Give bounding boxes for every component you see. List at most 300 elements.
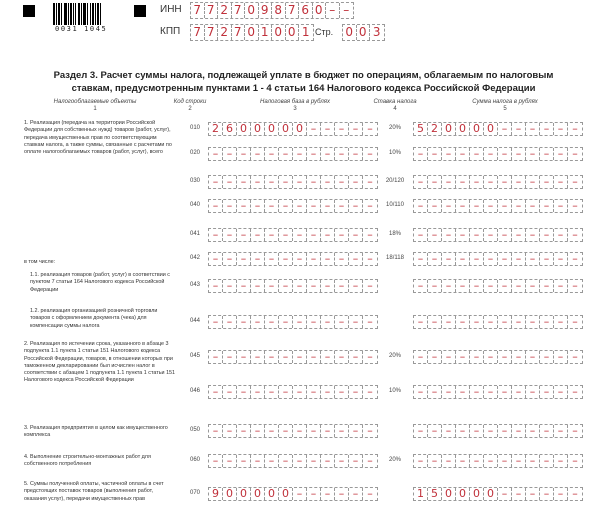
tax-amount-cell: 0 (456, 123, 470, 135)
tax-rate-030: 20/120 (385, 178, 405, 184)
tax-amount-cell: – (554, 123, 568, 135)
tax-amount-cell: – (498, 316, 512, 328)
inn-field-cell: 0 (245, 3, 259, 18)
tax-base-cell: – (223, 280, 237, 292)
kpp-field-cell: 2 (218, 25, 232, 40)
tax-amount-cell: – (428, 351, 442, 363)
column-number-1: 1 (93, 106, 97, 112)
tax-amount-cell: – (540, 229, 554, 241)
inn-field-cell: 7 (205, 3, 219, 18)
tax-base-cell: – (367, 228, 373, 241)
tax-amount-cell: – (554, 351, 568, 363)
tax-amount-cell: – (540, 176, 554, 188)
tax-amount-cell: – (484, 176, 498, 188)
column-number-5: 5 (503, 106, 507, 112)
tax-amount-cell: – (456, 200, 470, 212)
inn-field[interactable] (190, 2, 354, 19)
description-2: 2. Реализация по истечении срока, указанного в абзаце 3 подпункта 1.1 пункта 1 статьи 151 Налогового кодекса Российской Федерации, товаров, в отношении которых при таможенном декларировании был исчислен налог в соответствии с абзацем 1 подпункта 1.1 пункта 1 статьи 151 Налогового кодекса Российской Федерации (24, 341, 176, 384)
tax-base-cell: – (307, 253, 321, 265)
tax-amount-cell: – (428, 253, 442, 265)
tax-base-cell: – (237, 455, 251, 467)
tax-amount-cell: – (540, 280, 554, 292)
row-code-070: 070 (190, 490, 201, 496)
tax-amount-cell: – (428, 176, 442, 188)
tax-amount-cell: – (428, 425, 442, 437)
tax-base-cell: – (223, 316, 237, 328)
tax-base-cell: – (349, 176, 363, 188)
tax-base-cell: – (293, 200, 307, 212)
tax-base-cell: – (335, 386, 349, 398)
tax-base-cell: – (293, 351, 307, 363)
tax-base-cell: – (209, 425, 223, 437)
tax-amount-cell: 2 (428, 123, 442, 135)
tax-amount-cell: – (414, 229, 428, 241)
tax-base-cell: – (279, 316, 293, 328)
tax-base-cell: – (321, 316, 335, 328)
tax-base-cell: – (209, 253, 223, 265)
tax-amount-cell: – (484, 316, 498, 328)
kpp-field-cell: 1 (259, 25, 273, 40)
tax-amount-cell: – (484, 229, 498, 241)
tax-base-cell: – (293, 229, 307, 241)
tax-base-cell: – (335, 488, 349, 500)
tax-amount-cell: – (428, 280, 442, 292)
tax-amount-cell: – (554, 455, 568, 467)
tax-amount-cell: – (484, 253, 498, 265)
tax-base-cell: 2 (209, 123, 223, 135)
tax-base-cell: – (223, 229, 237, 241)
tax-amount-field-040[interactable] (413, 199, 583, 213)
tax-base-cell: – (307, 148, 321, 160)
tax-base-cell: – (223, 386, 237, 398)
tax-amount-cell: – (428, 316, 442, 328)
tax-base-field-050[interactable] (208, 424, 378, 438)
tax-amount-cell: – (428, 386, 442, 398)
tax-base-cell: – (349, 351, 363, 363)
tax-base-cell: – (265, 351, 279, 363)
tax-amount-cell: 5 (428, 488, 442, 500)
tax-amount-cell: – (540, 200, 554, 212)
tax-base-field-040[interactable] (208, 199, 378, 213)
tax-base-field-046[interactable] (208, 385, 378, 399)
column-number-3: 3 (293, 106, 297, 112)
tax-amount-cell: – (512, 176, 526, 188)
tax-amount-cell: – (456, 280, 470, 292)
tax-base-cell: – (367, 424, 373, 437)
tax-amount-cell: – (554, 425, 568, 437)
tax-amount-cell: – (442, 200, 456, 212)
tax-base-cell: – (367, 350, 373, 363)
tax-amount-cell: – (572, 454, 578, 467)
kpp-field[interactable] (190, 24, 314, 41)
tax-amount-cell: – (456, 351, 470, 363)
tax-amount-cell: – (442, 253, 456, 265)
tax-base-cell: 0 (279, 488, 293, 500)
inn-field-cell: 6 (299, 3, 313, 18)
tax-amount-cell: – (554, 176, 568, 188)
tax-amount-cell: – (512, 351, 526, 363)
row-code-010: 010 (190, 125, 201, 131)
tax-base-cell: 6 (223, 123, 237, 135)
tax-base-cell: – (279, 386, 293, 398)
tax-base-cell: – (367, 147, 373, 160)
description-5: 5. Суммы полученной оплаты, частичной оплаты в счет предстоящих поставок товаров (выполнения работ, оказания услуг), передачи имущественных прав (24, 481, 164, 502)
row-code-044: 044 (190, 318, 201, 324)
tax-base-cell: – (209, 176, 223, 188)
tax-base-field-070[interactable] (208, 487, 378, 501)
tax-base-cell: – (237, 280, 251, 292)
tax-amount-cell: – (512, 200, 526, 212)
row-code-040: 040 (190, 202, 201, 208)
tax-amount-cell: – (526, 488, 540, 500)
tax-base-cell: – (279, 280, 293, 292)
tax-amount-field-044[interactable] (413, 315, 583, 329)
tax-amount-cell: – (498, 253, 512, 265)
tax-amount-cell: – (540, 455, 554, 467)
tax-amount-cell: – (572, 424, 578, 437)
tax-base-cell: – (251, 280, 265, 292)
tax-base-cell: – (223, 148, 237, 160)
tax-base-cell: – (307, 200, 321, 212)
column-number-2: 2 (188, 106, 192, 112)
tax-base-cell: – (209, 316, 223, 328)
section-title (0, 69, 607, 95)
tax-amount-field-041[interactable] (413, 228, 583, 242)
tax-base-field-042[interactable] (208, 252, 378, 266)
tax-base-cell: – (237, 176, 251, 188)
tax-base-cell: – (349, 316, 363, 328)
tax-base-cell: – (237, 386, 251, 398)
tax-base-field-045[interactable] (208, 350, 378, 364)
tax-base-cell: – (293, 280, 307, 292)
tax-amount-cell: – (554, 280, 568, 292)
inn-label: ИНН (160, 4, 182, 15)
tax-amount-cell: – (484, 386, 498, 398)
tax-rate-045: 20% (388, 353, 401, 359)
tax-base-cell: – (265, 148, 279, 160)
description-in-total: в том числе: (24, 259, 56, 265)
row-code-043: 043 (190, 282, 201, 288)
tax-amount-cell: – (484, 280, 498, 292)
registration-mark-right (134, 5, 146, 17)
tax-base-cell: – (321, 176, 335, 188)
tax-amount-cell: – (572, 122, 578, 135)
tax-base-cell: – (349, 229, 363, 241)
description-3: 3. Реализация предприятия в целом как имущественного комплекса (24, 425, 168, 439)
tax-base-cell: – (367, 122, 373, 135)
tax-base-cell: – (307, 280, 321, 292)
tax-base-cell: – (335, 176, 349, 188)
tax-base-cell: – (293, 425, 307, 437)
tax-amount-cell: – (498, 425, 512, 437)
tax-amount-cell: – (498, 488, 512, 500)
description-1-2: 1.2. реализация организацией розничной торговли товаров с оформлением документа (чека) для компенсации суммы налога (30, 308, 158, 329)
tax-amount-cell: – (540, 316, 554, 328)
tax-amount-field-030[interactable] (413, 175, 583, 189)
kpp-field-cell: 0 (272, 25, 286, 40)
tax-base-field-010[interactable] (208, 122, 378, 136)
tax-amount-cell: – (428, 229, 442, 241)
tax-amount-cell: 0 (442, 123, 456, 135)
tax-base-cell: – (349, 386, 363, 398)
tax-amount-cell: – (572, 252, 578, 265)
tax-amount-cell: – (526, 280, 540, 292)
description-1: 1. Реализация (передача на территории Российской Федерации для собственных нужд) товаров (работ, услуг), передача имущественных прав по соответствующим ставкам налога, а также суммы, связанные с расчетами по оплате налогооблагаемых товаров (работ, услуг), всего (24, 120, 172, 156)
tax-amount-cell: 0 (484, 123, 498, 135)
tax-base-cell: – (237, 253, 251, 265)
tax-amount-cell: – (456, 316, 470, 328)
tax-base-cell: – (367, 279, 373, 292)
tax-amount-cell: – (456, 253, 470, 265)
tax-base-cell: – (307, 455, 321, 467)
tax-base-cell: – (349, 425, 363, 437)
section-title-line2: ставкам, предусмотренным пунктами 1 - 4 статьи 164 Налогового кодекса Российской Федерации (71, 83, 536, 94)
tax-amount-cell: – (470, 351, 484, 363)
tax-base-cell: – (307, 488, 321, 500)
tax-base-cell: – (367, 454, 373, 467)
tax-base-field-020[interactable] (208, 147, 378, 161)
tax-base-cell: – (321, 200, 335, 212)
tax-amount-cell: 0 (456, 488, 470, 500)
tax-amount-cell: – (540, 351, 554, 363)
tax-base-cell: – (209, 200, 223, 212)
tax-amount-cell: – (470, 253, 484, 265)
row-code-045: 045 (190, 353, 201, 359)
tax-amount-cell: – (526, 148, 540, 160)
tax-base-cell: – (209, 280, 223, 292)
tax-amount-cell: – (498, 200, 512, 212)
tax-base-cell: – (237, 148, 251, 160)
tax-amount-cell: – (526, 229, 540, 241)
tax-amount-cell: – (414, 176, 428, 188)
tax-amount-cell: – (572, 385, 578, 398)
tax-base-cell: – (335, 123, 349, 135)
tax-amount-cell: – (526, 351, 540, 363)
tax-amount-field-060[interactable] (413, 454, 583, 468)
tax-base-cell: – (293, 316, 307, 328)
tax-amount-field-043[interactable] (413, 279, 583, 293)
inn-field-cell: 8 (272, 3, 286, 18)
tax-amount-cell: – (554, 229, 568, 241)
row-code-030: 030 (190, 178, 201, 184)
tax-amount-cell: – (554, 200, 568, 212)
tax-base-cell: – (367, 315, 373, 328)
tax-amount-cell: – (442, 280, 456, 292)
tax-amount-cell: – (498, 148, 512, 160)
tax-amount-cell: – (512, 229, 526, 241)
tax-rate-020: 10% (388, 150, 401, 156)
tax-base-cell: – (209, 229, 223, 241)
tax-base-field-060[interactable] (208, 454, 378, 468)
tax-amount-cell: – (540, 123, 554, 135)
tax-base-cell: – (265, 386, 279, 398)
tax-amount-cell: – (512, 488, 526, 500)
tax-amount-cell: – (484, 425, 498, 437)
tax-base-cell: – (223, 200, 237, 212)
page-number-field[interactable] (342, 24, 385, 41)
tax-base-cell: – (223, 253, 237, 265)
row-code-050: 050 (190, 427, 201, 433)
tax-rate-041: 18% (388, 231, 401, 237)
tax-base-field-041[interactable] (208, 228, 378, 242)
tax-base-cell: – (307, 386, 321, 398)
inn-field-cell: 0 (313, 3, 327, 18)
tax-base-cell: 9 (209, 488, 223, 500)
tax-base-cell: – (349, 123, 363, 135)
description-4: 4. Выполнение строительно-монтажных работ для собственного потребления (24, 454, 151, 468)
tax-amount-cell: – (512, 280, 526, 292)
tax-base-cell: – (279, 200, 293, 212)
tax-base-cell: – (237, 351, 251, 363)
row-code-042: 042 (190, 255, 201, 261)
tax-base-cell: – (279, 148, 293, 160)
tax-base-cell: – (367, 385, 373, 398)
tax-base-cell: – (265, 176, 279, 188)
tax-amount-cell: – (512, 253, 526, 265)
tax-amount-cell: – (414, 148, 428, 160)
tax-amount-cell: – (572, 175, 578, 188)
tax-amount-cell: – (442, 229, 456, 241)
tax-base-cell: – (293, 455, 307, 467)
tax-base-cell: – (223, 425, 237, 437)
tax-base-cell: – (335, 455, 349, 467)
tax-amount-cell: – (414, 425, 428, 437)
tax-base-cell: – (279, 455, 293, 467)
tax-amount-cell: – (414, 455, 428, 467)
tax-amount-cell: – (414, 316, 428, 328)
tax-amount-field-010[interactable] (413, 122, 583, 136)
tax-rate-046: 10% (388, 388, 401, 394)
page-number-field-cell: 0 (357, 25, 371, 40)
tax-base-cell: – (209, 455, 223, 467)
kpp-field-cell: 0 (245, 25, 259, 40)
tax-base-field-030[interactable] (208, 175, 378, 189)
tax-amount-field-046[interactable] (413, 385, 583, 399)
column-header-tax-amount: Сумма налога в рублях (472, 99, 538, 105)
tax-base-cell: – (307, 351, 321, 363)
tax-base-cell: – (321, 488, 335, 500)
tax-amount-cell: – (456, 455, 470, 467)
tax-base-cell: – (307, 176, 321, 188)
tax-base-cell: – (265, 280, 279, 292)
tax-amount-cell: – (540, 148, 554, 160)
tax-base-cell: – (251, 386, 265, 398)
tax-base-cell: – (349, 200, 363, 212)
tax-amount-field-050[interactable] (413, 424, 583, 438)
tax-amount-cell: – (470, 280, 484, 292)
tax-amount-cell: – (540, 386, 554, 398)
tax-base-cell: – (223, 176, 237, 188)
tax-base-cell: – (367, 199, 373, 212)
tax-base-cell: – (279, 253, 293, 265)
tax-amount-cell: – (414, 253, 428, 265)
tax-amount-cell: – (414, 351, 428, 363)
kpp-field-cell: 7 (205, 25, 219, 40)
tax-base-cell: 0 (251, 488, 265, 500)
tax-amount-cell: – (470, 229, 484, 241)
tax-base-cell: – (349, 488, 363, 500)
tax-amount-field-070[interactable] (413, 487, 583, 501)
page-number-field-cell: 3 (372, 25, 381, 39)
tax-amount-cell: – (572, 487, 578, 500)
tax-amount-cell: – (456, 425, 470, 437)
tax-amount-cell: 1 (414, 488, 428, 500)
tax-amount-cell: – (526, 176, 540, 188)
tax-amount-cell: 0 (442, 488, 456, 500)
tax-base-cell: – (279, 176, 293, 188)
tax-rate-060: 20% (388, 457, 401, 463)
kpp-field-cell: 7 (232, 25, 246, 40)
kpp-field-cell: 0 (286, 25, 300, 40)
tax-base-cell: – (293, 488, 307, 500)
tax-base-cell: – (321, 280, 335, 292)
tax-base-cell: – (321, 229, 335, 241)
inn-field-cell: – (326, 3, 340, 18)
tax-amount-cell: – (554, 316, 568, 328)
column-header-tax-rate: Ставка налога (373, 99, 417, 105)
tax-amount-cell: – (572, 350, 578, 363)
tax-base-cell: 0 (237, 488, 251, 500)
tax-rate-010: 20% (388, 125, 401, 131)
tax-base-cell: – (251, 351, 265, 363)
tax-amount-cell: – (526, 253, 540, 265)
tax-amount-cell: – (442, 148, 456, 160)
tax-base-cell: – (349, 280, 363, 292)
tax-amount-cell: – (498, 280, 512, 292)
tax-amount-cell: – (540, 425, 554, 437)
tax-base-field-043[interactable] (208, 279, 378, 293)
tax-base-cell: – (251, 455, 265, 467)
tax-base-cell: – (321, 425, 335, 437)
kpp-field-cell: 7 (191, 25, 205, 40)
tax-base-cell: 0 (223, 488, 237, 500)
column-number-4: 4 (393, 106, 397, 112)
tax-base-cell: – (349, 148, 363, 160)
tax-amount-cell: – (540, 253, 554, 265)
tax-amount-cell: – (428, 148, 442, 160)
tax-base-cell: 0 (237, 123, 251, 135)
tax-amount-field-020[interactable] (413, 147, 583, 161)
tax-amount-field-045[interactable] (413, 350, 583, 364)
tax-amount-cell: – (512, 316, 526, 328)
inn-field-cell: 9 (259, 3, 273, 18)
tax-base-cell: 0 (265, 488, 279, 500)
tax-base-cell: – (237, 425, 251, 437)
tax-amount-cell: – (414, 280, 428, 292)
tax-amount-cell: – (484, 455, 498, 467)
tax-amount-cell: – (470, 200, 484, 212)
tax-amount-cell: – (428, 455, 442, 467)
tax-amount-cell: – (554, 148, 568, 160)
row-code-020: 020 (190, 150, 201, 156)
tax-amount-cell: – (526, 455, 540, 467)
tax-base-field-044[interactable] (208, 315, 378, 329)
barcode (53, 3, 117, 25)
tax-amount-cell: – (526, 425, 540, 437)
tax-amount-cell: – (442, 386, 456, 398)
tax-amount-cell: – (470, 316, 484, 328)
inn-field-cell: – (343, 3, 350, 17)
tax-amount-cell: – (484, 351, 498, 363)
tax-amount-cell: – (442, 176, 456, 188)
tax-base-cell: – (251, 200, 265, 212)
tax-base-cell: – (279, 351, 293, 363)
tax-amount-field-042[interactable] (413, 252, 583, 266)
tax-amount-cell: – (554, 386, 568, 398)
tax-amount-cell: – (484, 200, 498, 212)
tax-base-cell: – (265, 253, 279, 265)
kpp-field-cell: 1 (301, 25, 310, 39)
